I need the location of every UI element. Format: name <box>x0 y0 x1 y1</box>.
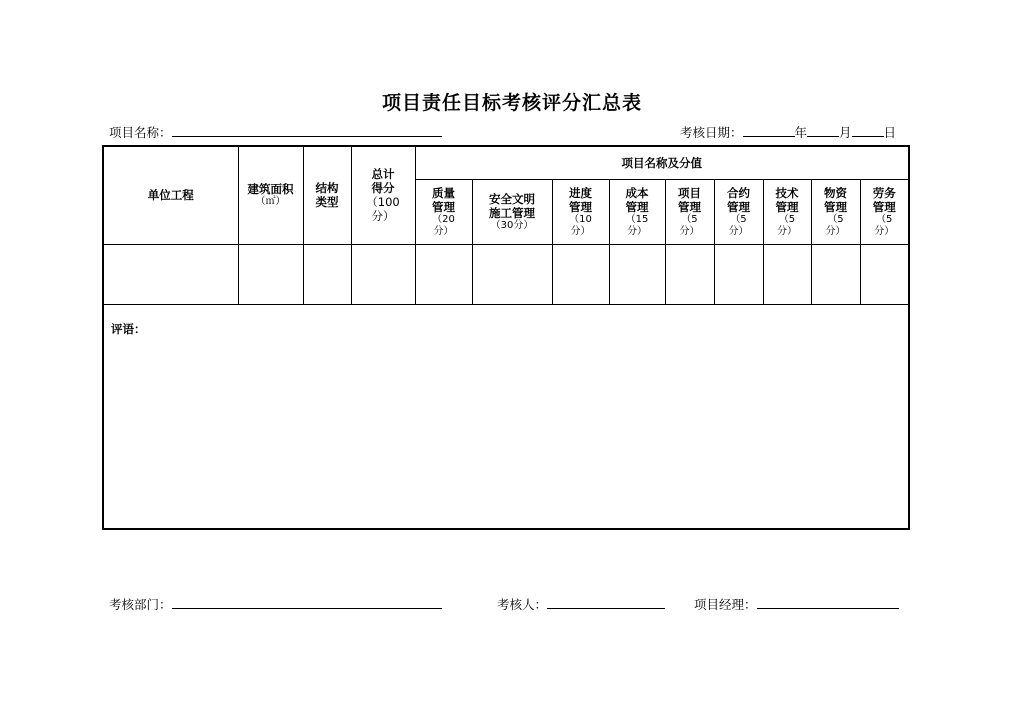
cell-cost[interactable] <box>609 244 665 304</box>
cell-labor[interactable] <box>860 244 909 304</box>
manager-label: 项目经理： <box>694 597 757 612</box>
exam-month-field[interactable] <box>807 123 839 137</box>
manager-row <box>694 595 899 613</box>
comment-label: 评语： <box>111 321 146 336</box>
year-label: 年 <box>794 125 808 140</box>
header-item-project: 项目管理 （5分） <box>665 179 714 244</box>
cell-quality[interactable] <box>415 244 472 304</box>
dept-field[interactable] <box>172 595 442 609</box>
header-item-labor: 劳务管理 （5分） <box>860 179 909 244</box>
cell-contract[interactable] <box>714 244 763 304</box>
header-item-material: 物资管理 （5分） <box>811 179 860 244</box>
examiner-label: 考核人： <box>497 597 548 612</box>
data-row <box>103 244 909 304</box>
dept-label: 考核部门： <box>109 597 172 612</box>
form-title: 项目责任目标考核评分汇总表 <box>381 92 642 114</box>
header-structure-type: 结构类型 <box>303 146 351 244</box>
cell-technical[interactable] <box>763 244 811 304</box>
comment-cell[interactable] <box>103 304 909 529</box>
cell-building-area[interactable] <box>238 244 303 304</box>
project-name-field[interactable] <box>172 123 442 137</box>
cell-structure-type[interactable] <box>303 244 351 304</box>
cell-project[interactable] <box>665 244 714 304</box>
score-summary-table <box>102 145 910 530</box>
exam-date-label: 考核日期： <box>680 125 743 140</box>
header-group: 项目名称及分值 <box>415 146 909 179</box>
header-item-safety: 安全文明施工管理 （30分） <box>472 179 552 244</box>
exam-date-row <box>680 123 896 141</box>
examiner-field[interactable] <box>547 595 665 609</box>
header-item-progress: 进度管理 （10分） <box>552 179 609 244</box>
cell-total-score[interactable] <box>351 244 415 304</box>
cell-material[interactable] <box>811 244 860 304</box>
exam-day-field[interactable] <box>852 123 884 137</box>
cell-unit-project[interactable] <box>103 244 238 304</box>
header-item-technical: 技术管理 （5分） <box>763 179 811 244</box>
header-item-contract: 合约管理 （5分） <box>714 179 763 244</box>
header-row-1 <box>103 146 909 179</box>
comment-row <box>103 304 909 529</box>
project-name-label: 项目名称： <box>109 125 172 140</box>
exam-year-field[interactable] <box>743 123 795 137</box>
header-item-quality: 质量管理 （20分） <box>415 179 472 244</box>
dept-row <box>109 595 442 613</box>
month-label: 月 <box>839 125 852 140</box>
cell-safety[interactable] <box>472 244 552 304</box>
header-total-score: 总计得分 （100分） <box>351 146 415 244</box>
day-label: 日 <box>883 125 897 140</box>
manager-field[interactable] <box>757 595 899 609</box>
header-unit-project: 单位工程 <box>103 146 238 244</box>
cell-progress[interactable] <box>552 244 609 304</box>
header-building-area: 建筑面积 （㎡） <box>238 146 303 244</box>
project-name-row <box>109 123 442 141</box>
header-item-cost: 成本管理 （15分） <box>609 179 665 244</box>
examiner-row <box>497 595 665 613</box>
